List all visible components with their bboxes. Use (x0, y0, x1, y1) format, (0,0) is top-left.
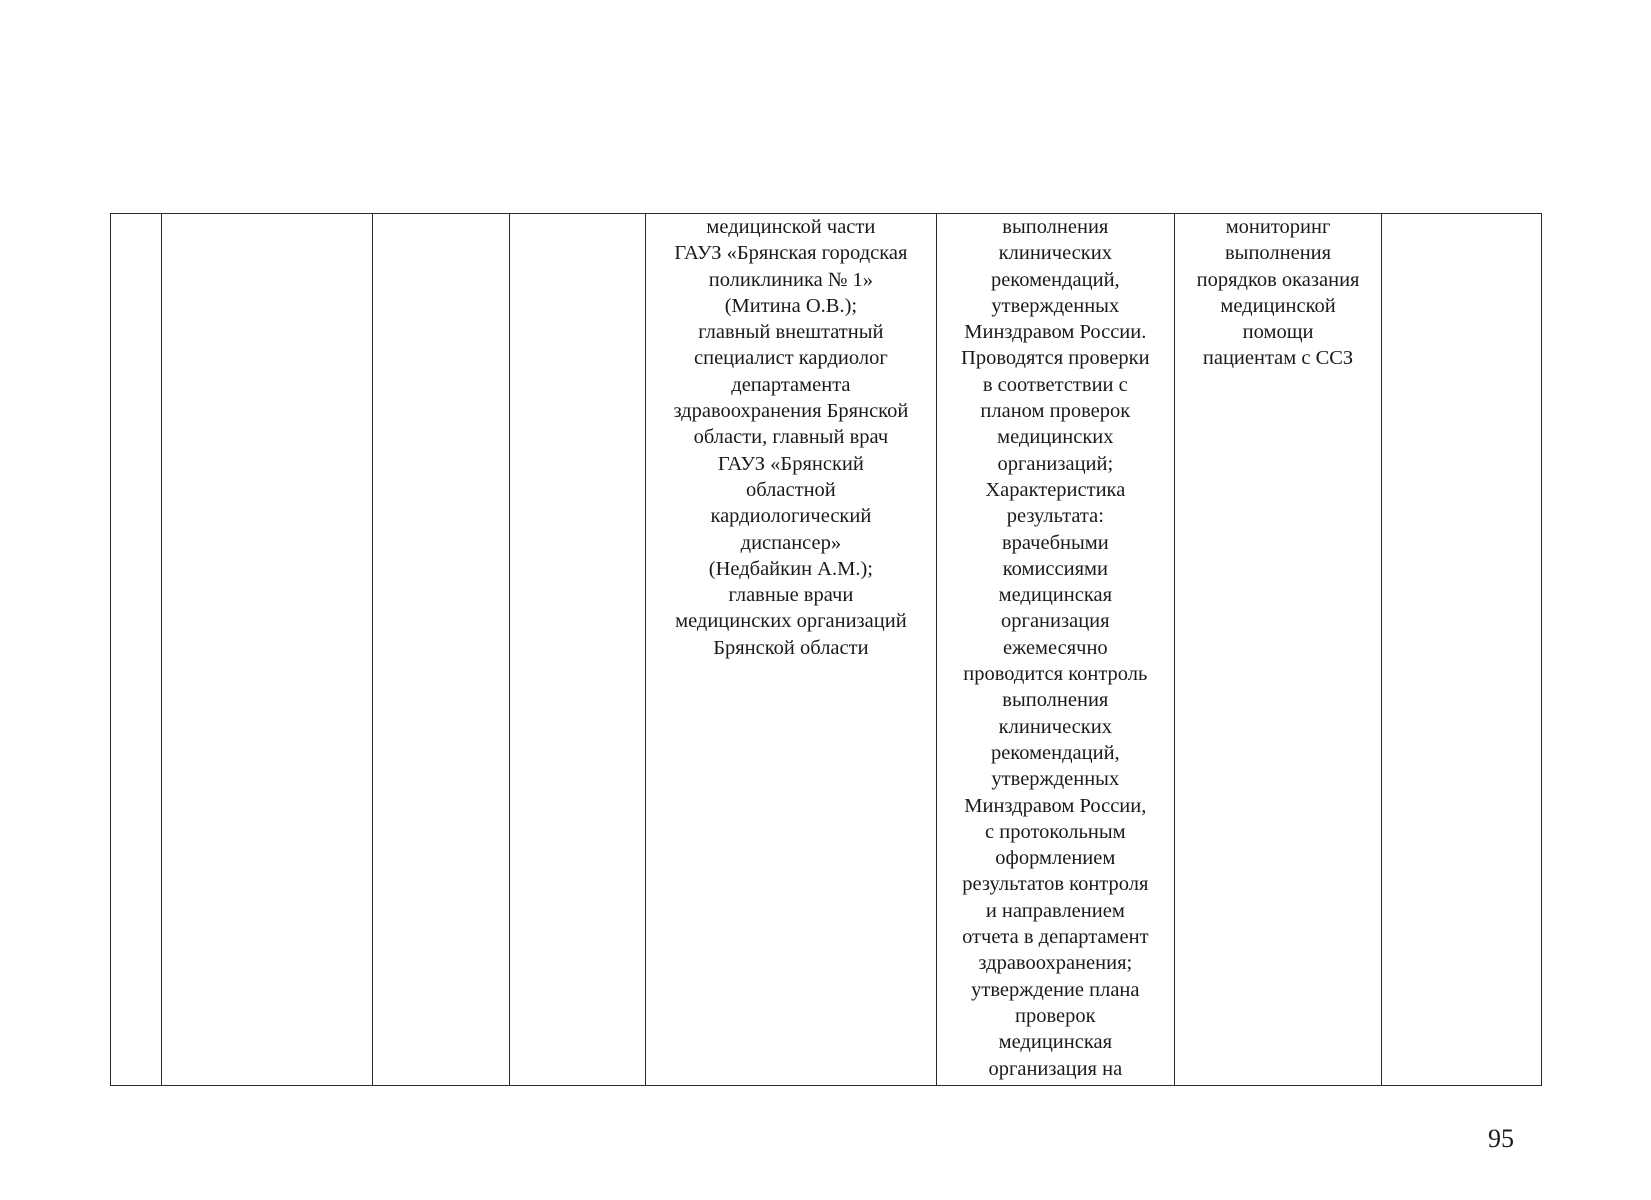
table-cell-activity (161, 214, 373, 1086)
monitoring-text: мониторинг выполнения порядков оказания медицинской помощи пациентам с ССЗ (1196, 216, 1360, 370)
table-cell-monitoring (1174, 214, 1381, 1086)
result-text: выполнения клинических рекомендаций, утвержденных Минздравом России. Проводятся проверки в соответствии с планом проверок медицинских организаций; Характеристика результата: врачебными комиссиями медицинская организация ежемесячно проводится контроль выполнения клинических рекомендаций, утвержденных Минздравом России, с протокольным оформлением результатов контроля и направлением отчета в департамент здравоохранения; утверждение плана проверок медицинская организация на (961, 216, 1150, 1080)
responsible-text: медицинской части ГАУЗ «Брянская городская поликлиника № 1» (Митина О.В.); главный внештатный специалист кардиолог департамента здравоохранения Брянской области, главный врач ГАУЗ «Брянский областной кардиологический диспансер» (Недбайкин А.М.); главные врачи медицинских организаций Брянской области (673, 216, 909, 659)
table-cell-result (936, 214, 1174, 1086)
table-cell-number (111, 214, 162, 1086)
table-cell-extra (1382, 214, 1542, 1086)
table-row (111, 214, 1542, 1086)
table-cell-end-date (509, 214, 645, 1086)
table-cell-start-date (373, 214, 509, 1086)
plan-table (110, 213, 1542, 1086)
table-cell-responsible (645, 214, 936, 1086)
page-number: 95 (1488, 1124, 1514, 1153)
